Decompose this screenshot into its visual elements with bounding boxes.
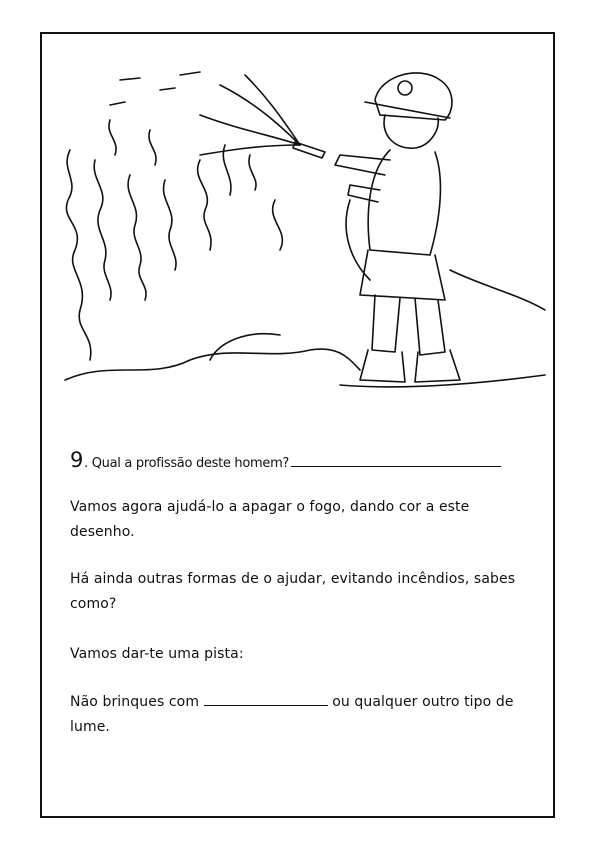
- paragraph-prevention-question: Há ainda outras formas de o ajudar, evitando incêndios, sabes como?: [70, 571, 516, 612]
- paragraph-fill-blank: [70, 690, 530, 740]
- question-number: 9: [70, 448, 84, 472]
- fill-blank-line[interactable]: [204, 691, 328, 706]
- firefighter-illustration: [50, 60, 550, 400]
- fill-blank-before: Não brinques com: [70, 694, 204, 710]
- question-text: . Qual a profissão deste homem?: [84, 456, 290, 471]
- question-9: [70, 448, 501, 472]
- fill-blank-after: ou qualquer outro tipo de lume.: [70, 694, 514, 735]
- answer-line[interactable]: [291, 452, 501, 467]
- paragraph-hint: Vamos dar-te uma pista:: [70, 646, 244, 662]
- paragraph-color-instruction: Vamos agora ajudá-lo a apagar o fogo, dando cor a este desenho.: [70, 499, 470, 540]
